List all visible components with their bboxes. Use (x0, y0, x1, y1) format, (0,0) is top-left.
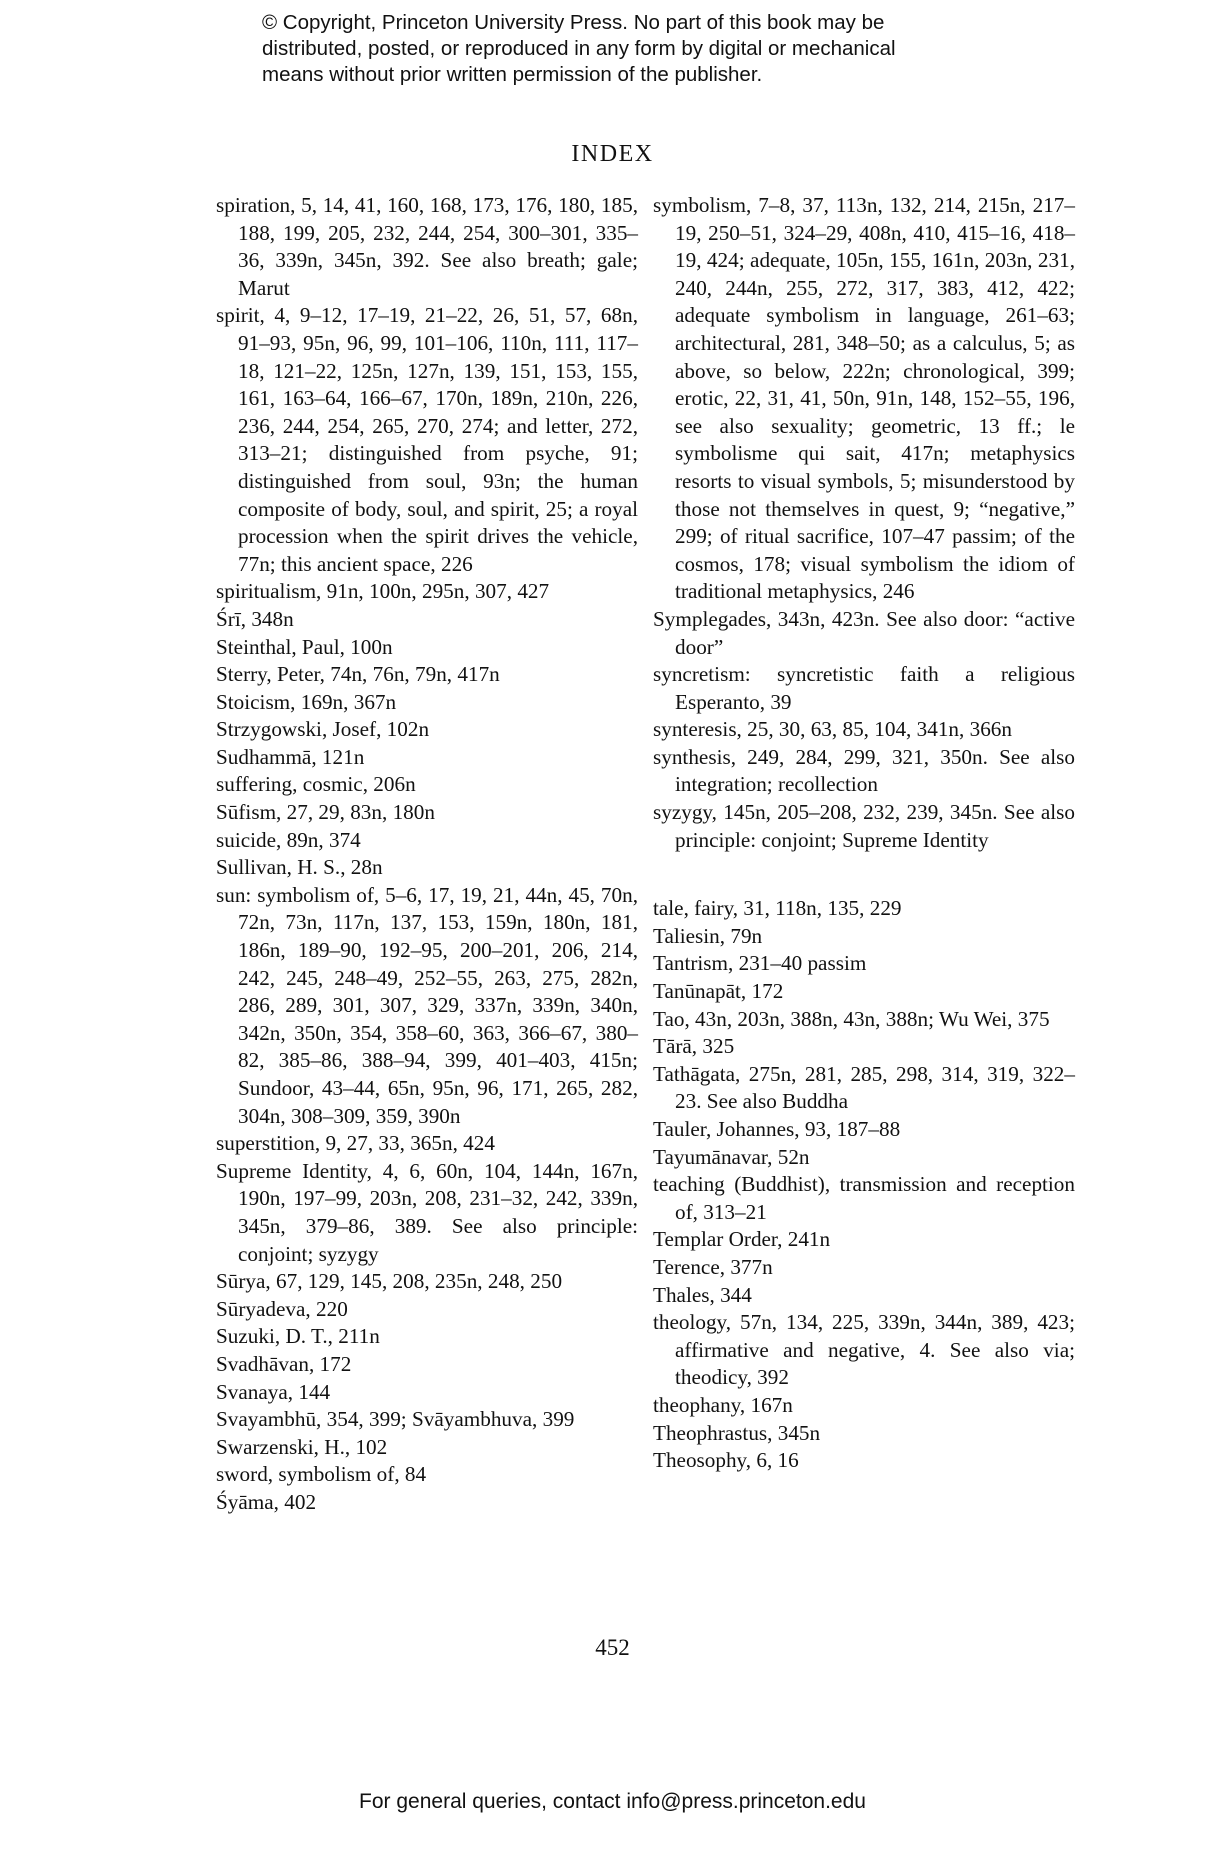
index-entry: Tanūnapāt, 172 (653, 979, 784, 1004)
index-entry: spirit, 4, 9–12, 17–19, 21–22, 26, 51, 57, 68n, 91–93, 95n, 96, 99, 101–106, 110n, 111, 117–18, 121–22, 125n, 127n, 139, 151, 153, 155, 161, 163–64, 166–67, 170n, 189n, 210n, 226, 236, 244, 254, 265, 270, 274; and letter, 272, 313–21; distinguished from psyche, 91; distinguished from soul, 93n; the human composite of body, soul, and spirit, 25; a royal procession when the spirit drives the vehicle, 77n; this ancient space, 226 (216, 303, 638, 576)
index-entry: Tauler, Johannes, 93, 187–88 (653, 1117, 901, 1141)
index-entry: suicide, 89n, 374 (216, 827, 361, 852)
index-column-right (653, 192, 1075, 1475)
index-entry: Suzuki, D. T., 211n (216, 1324, 380, 1349)
index-entry: syzygy, 145n, 205–208, 232, 239, 345n. See also principle: conjoint; Supreme Identity (653, 800, 1075, 852)
index-entry: sword, symbolism of, 84 (216, 1462, 427, 1487)
index-entry: synteresis, 25, 30, 63, 85, 104, 341n, 366n (653, 717, 1012, 742)
index-entry: spiritualism, 91n, 100n, 295n, 307, 427 (216, 579, 550, 604)
index-entry: sun: symbolism of, 5–6, 17, 19, 21, 44n, 45, 70n, 72n, 73n, 117n, 137, 153, 159n, 180n, 181, 186n, 189–90, 192–95, 200–201, 206, 214, 242, 245, 248–49, 252–55, 263, 275, 282n, 286, 289, 301, 307, 329, 337n, 339n, 340n, 342n, 350n, 354, 358–60, 363, 366–67, 380–82, 385–86, 388–94, 399, 401–403, 415n; Sundoor, 43–44, 65n, 95n, 96, 171, 265, 282, 304n, 308–309, 359, 390n (216, 882, 638, 1128)
index-entry: Śrī, 348n (216, 606, 294, 631)
index-entry: Sudhammā, 121n (216, 744, 365, 769)
page-number: 452 (595, 1635, 630, 1660)
index-entry: theology, 57n, 134, 225, 339n, 344n, 389, 423; affirmative and negative, 4. See also via; theodicy, 392 (653, 1310, 1075, 1390)
running-head: INDEX (571, 141, 654, 167)
index-entry: Stoicism, 169n, 367n (216, 689, 397, 714)
index-entry: Svayambhū, 354, 399; Svāyambhuva, 399 (216, 1407, 575, 1432)
index-entry: Symplegades, 343n, 423n. See also door: “active door” (653, 606, 1075, 659)
index-entry: symbolism, 7–8, 37, 113n, 132, 214, 215n, 217–19, 250–51, 324–29, 408n, 410, 415–16, 418–19, 424; adequate, 105n, 155, 161n, 203n, 231, 240, 244n, 255, 272, 317, 383, 412, 422; adequate symbolism in language, 261–63; architectural, 281, 348–50; as a calculus, 5; as above, so below, 222n; chronological, 399; erotic, 22, 31, 41, 50n, 91n, 148, 152–55, 196, see also sexuality; geometric, 13 ff.; le symbolisme qui sait, 417n; metaphysics resorts to visual symbols, 5; misunderstood by those not themselves in quest, 9; “negative,” 299; of ritual sacrifice, 107–47 passim; of the cosmos, 178; visual symbolism the idiom of traditional metaphysics, 246 (653, 193, 1075, 604)
index-entry: Swarzenski, H., 102 (216, 1434, 388, 1459)
index-entry: Sūryadeva, 220 (216, 1296, 348, 1321)
index-entry: Tayumānavar, 52n (653, 1144, 810, 1169)
index-entry: synthesis, 249, 284, 299, 321, 350n. See also integration; recollection (653, 744, 1075, 797)
index-entry: Terence, 377n (653, 1254, 773, 1279)
index-entry: tale, fairy, 31, 118n, 135, 229 (653, 896, 902, 921)
index-entry: Steinthal, Paul, 100n (216, 634, 393, 659)
index-entry: Sterry, Peter, 74n, 76n, 79n, 417n (216, 662, 500, 687)
index-entry: Sūrya, 67, 129, 145, 208, 235n, 248, 250 (216, 1269, 563, 1294)
index-entry: Theosophy, 6, 16 (653, 1448, 799, 1473)
index-entry: suffering, cosmic, 206n (216, 772, 416, 797)
copyright-line: means without prior written permission of the publisher. (262, 63, 763, 86)
copyright-notice (262, 10, 1022, 88)
copyright-line: © Copyright, Princeton University Press. No part of this book may be (262, 11, 885, 34)
index-entry: syncretism: syncretistic faith a religious Esperanto, 39 (653, 662, 1075, 714)
index-entry: Tārā, 325 (653, 1034, 735, 1059)
index-entry: Tantrism, 231–40 passim (653, 951, 867, 976)
index-entry: Sullivan, H. S., 28n (216, 855, 383, 880)
index-entry: Supreme Identity, 4, 6, 60n, 104, 144n, 167n, 190n, 197–99, 203n, 208, 231–32, 242, 339n, 345n, 379–86, 389. See also principle: conjoint; syzygy (216, 1158, 638, 1266)
footer-contact: For general queries, contact info@press.princeton.edu (359, 1790, 866, 1813)
index-entry: Theophrastus, 345n (653, 1420, 821, 1445)
index-entry: Svanaya, 144 (216, 1379, 331, 1404)
copyright-line: distributed, posted, or reproduced in any form by digital or mechanical (262, 37, 896, 60)
index-entry: Śyāma, 402 (216, 1489, 317, 1514)
index-entry: Strzygowski, Josef, 102n (216, 717, 430, 742)
index-entry: spiration, 5, 14, 41, 160, 168, 173, 176, 180, 185, 188, 199, 205, 232, 244, 254, 300–301, 335–36, 339n, 345n, 392. See also breath; gale; Marut (216, 193, 638, 300)
index-entry: Sūfism, 27, 29, 83n, 180n (216, 800, 435, 825)
letter-group-gap (653, 854, 1075, 895)
index-entry: Taliesin, 79n (653, 923, 763, 948)
index-column-left (216, 192, 638, 1517)
index-entry: theophany, 167n (653, 1392, 793, 1417)
index-entry: Svadhāvan, 172 (216, 1351, 352, 1376)
index-entry: Tathāgata, 275n, 281, 285, 298, 314, 319, 322–23. See also Buddha (653, 1061, 1075, 1114)
index-entry: Templar Order, 241n (653, 1227, 831, 1252)
index-entry: Thales, 344 (653, 1282, 752, 1307)
index-entry: superstition, 9, 27, 33, 365n, 424 (216, 1131, 495, 1156)
index-entry: Tao, 43n, 203n, 388n, 43n, 388n; Wu Wei, 375 (653, 1006, 1050, 1031)
index-entry: teaching (Buddhist), transmission and reception of, 313–21 (653, 1172, 1075, 1224)
